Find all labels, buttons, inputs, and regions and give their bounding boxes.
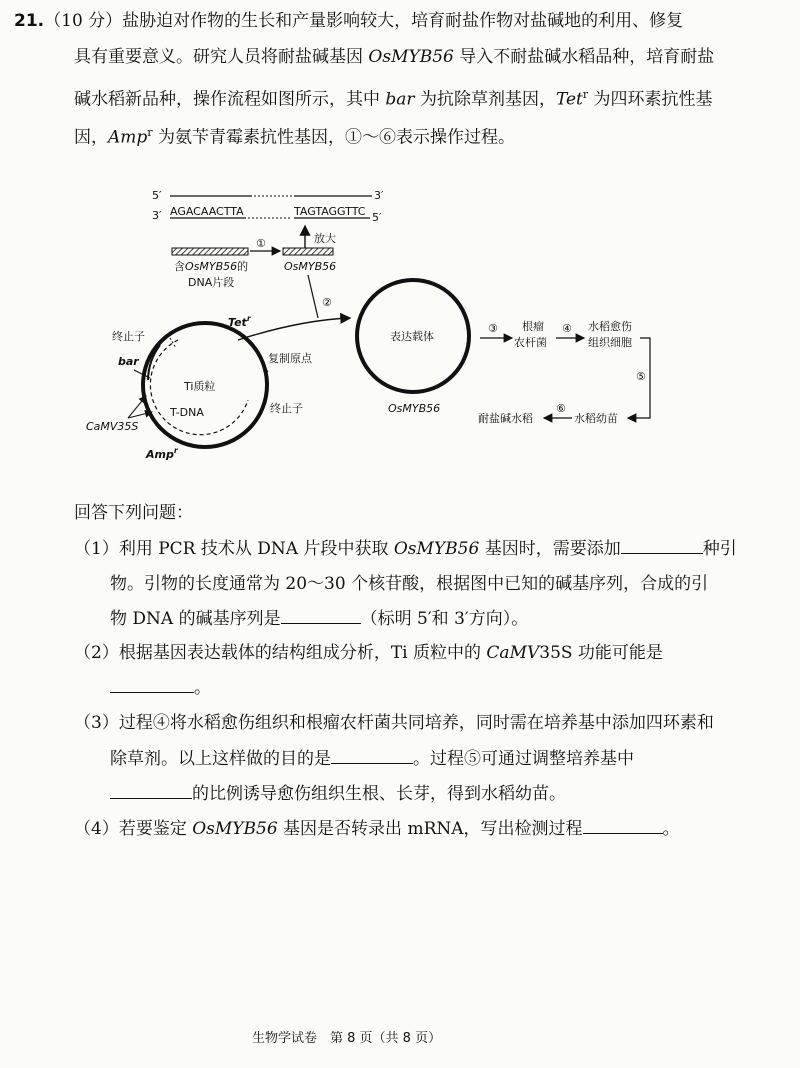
q1-line2: 物。引物的长度通常为 20～30 个核苷酸，根据图中已知的碱基序列，合成的引 — [110, 574, 709, 594]
camv-arrow-1 — [128, 396, 146, 418]
q3-line1 — [74, 712, 714, 734]
q3-blank-2[interactable] — [110, 782, 192, 799]
q2-text: 根据基因表达载体的结构组成分析，Ti 质粒中的 — [118, 643, 487, 663]
q1-text: 利用 PCR 技术从 DNA 片段中获取 — [118, 539, 394, 559]
q1-text: 基因时，需要添加 — [479, 539, 621, 559]
question-points: （10 分） — [44, 11, 123, 31]
q2-text: 35S 功能可能是 — [539, 643, 663, 663]
q1-blank-2[interactable] — [281, 607, 361, 624]
q3-text: 。过程⑤可通过调整培养基中 — [413, 749, 634, 769]
superscript-r: r — [147, 126, 153, 139]
q3-blank-1[interactable] — [331, 747, 413, 764]
step-1: ① — [256, 237, 266, 250]
q3-text: 过程④将水稻愈伤组织和根瘤农杆菌共同培养，同时需在培养基中添加四环素和 — [118, 713, 714, 733]
answer-header: 回答下列问题： — [74, 503, 193, 523]
q4-end: 。 — [662, 819, 680, 839]
sequence-left: AGACAACTTA — [170, 205, 244, 218]
vector-gene-label: OsMYB56 — [388, 402, 441, 415]
intro-text: 为四环素抗性基 — [588, 89, 713, 110]
step-5: ⑤ — [636, 370, 646, 383]
gene-name: OsMYB56 — [393, 539, 480, 559]
callus-label-2: 组织细胞 — [588, 336, 632, 349]
q4-label: （4） — [74, 819, 119, 839]
q1-blank-1[interactable] — [621, 537, 703, 554]
fragment-label-line1: 含OsMYB56的 — [174, 260, 249, 273]
terminator-right-label: 终止子 — [270, 402, 303, 415]
osmyb56-gene-block — [283, 248, 333, 255]
gene-label: OsMYB56 — [284, 260, 337, 273]
bar-gene: bar — [385, 89, 415, 110]
q3-text: 的比例诱导愈伤组织生根、长芽，得到水稻幼苗。 — [192, 784, 566, 804]
fragment-label-line2: DNA片段 — [188, 276, 235, 289]
sequence-right: TAGTAGGTTC — [294, 205, 366, 218]
q3-line2 — [110, 747, 634, 770]
tet-label: Tet$^r$ — [228, 314, 251, 329]
amp-gene: Amp — [108, 127, 148, 148]
agro-label-2: 农杆菌 — [514, 336, 547, 349]
agro-label-1: 根瘤 — [522, 320, 544, 333]
step-2: ② — [322, 296, 332, 309]
q2-line1 — [74, 642, 663, 664]
bar-label: bar — [118, 355, 139, 368]
intro-text: 具有重要意义。研究人员将耐盐碱基因 — [74, 47, 369, 67]
q4-text: 基因是否转录出 mRNA，写出检测过程 — [277, 819, 583, 839]
origin-label: 复制原点 — [268, 352, 312, 365]
gene-name: OsMYB56 — [368, 47, 454, 67]
plasmid-to-vector-arrow — [238, 318, 350, 340]
amp-label: Amp$^r$ — [146, 446, 178, 461]
ti-plasmid-label: Ti质粒 — [184, 380, 216, 393]
q3-text: 除草剂。以上这样做的目的是 — [110, 749, 331, 769]
strand-bottom-3prime: 3′ — [152, 209, 162, 222]
q1-text: 物 DNA 的碱基序列是 — [110, 609, 281, 629]
q2-blank[interactable] — [110, 676, 194, 693]
strand-top-3prime: 3′ — [374, 189, 384, 202]
superscript-r: r — [582, 88, 589, 101]
strand-bottom-5prime: 5′ — [372, 211, 382, 224]
step-6: ⑥ — [556, 402, 566, 415]
q4-text: 若要鉴定 — [118, 819, 193, 839]
q1-text: （标明 5′和 3′方向）。 — [360, 609, 529, 629]
q1-text: 种引 — [702, 539, 737, 559]
q2-end: 。 — [194, 678, 211, 698]
gene-name: OsMYB56 — [192, 819, 278, 839]
q1-label: （1） — [74, 539, 119, 559]
step2-line — [308, 275, 318, 318]
q1-line1 — [74, 537, 737, 560]
q3-line3 — [110, 782, 566, 805]
camv-text: CaMV — [486, 643, 540, 663]
question-number: 21. — [14, 11, 45, 31]
dna-fragment — [172, 248, 248, 255]
camv-label: CaMV35S — [86, 420, 139, 433]
intro-text: 因， — [74, 127, 108, 148]
page-footer: 生物学试卷 第 8 页（共 8 页） — [252, 1031, 442, 1046]
tet-gene: Tet — [555, 89, 583, 110]
step-3: ③ — [488, 322, 498, 335]
step-4: ④ — [562, 322, 572, 335]
intro-text: 盐胁迫对作物的生长和产量影响较大，培育耐盐作物对盐碱地的利用、修复 — [122, 11, 684, 31]
terminator-marker — [170, 338, 176, 348]
strand-top-5prime: 5′ — [152, 189, 162, 202]
q4-line1 — [74, 817, 680, 840]
t-dna-label: T-DNA — [170, 406, 204, 419]
intro-text: 为氨苄青霉素抗性基因，①～⑥表示操作过程。 — [152, 127, 515, 148]
vector-label: 表达载体 — [390, 330, 434, 343]
amplify-label: 放大 — [314, 232, 336, 245]
intro-text: 导入不耐盐碱水稻品种，培育耐盐 — [453, 47, 715, 67]
resistant-rice-label: 耐盐碱水稻 — [478, 412, 533, 425]
q1-line3 — [110, 607, 528, 630]
callus-label-1: 水稻愈伤 — [588, 320, 632, 333]
q2-label: （2） — [74, 643, 119, 663]
q2-line2 — [110, 676, 211, 699]
intro-text: 为抗除草剂基因， — [414, 89, 556, 110]
q4-blank[interactable] — [583, 817, 663, 834]
seedling-label: 水稻幼苗 — [574, 412, 618, 425]
q3-label: （3） — [74, 713, 119, 733]
terminator-top-label: 终止子 — [112, 330, 145, 343]
intro-text: 碱水稻新品种，操作流程如图所示，其中 — [74, 89, 386, 110]
